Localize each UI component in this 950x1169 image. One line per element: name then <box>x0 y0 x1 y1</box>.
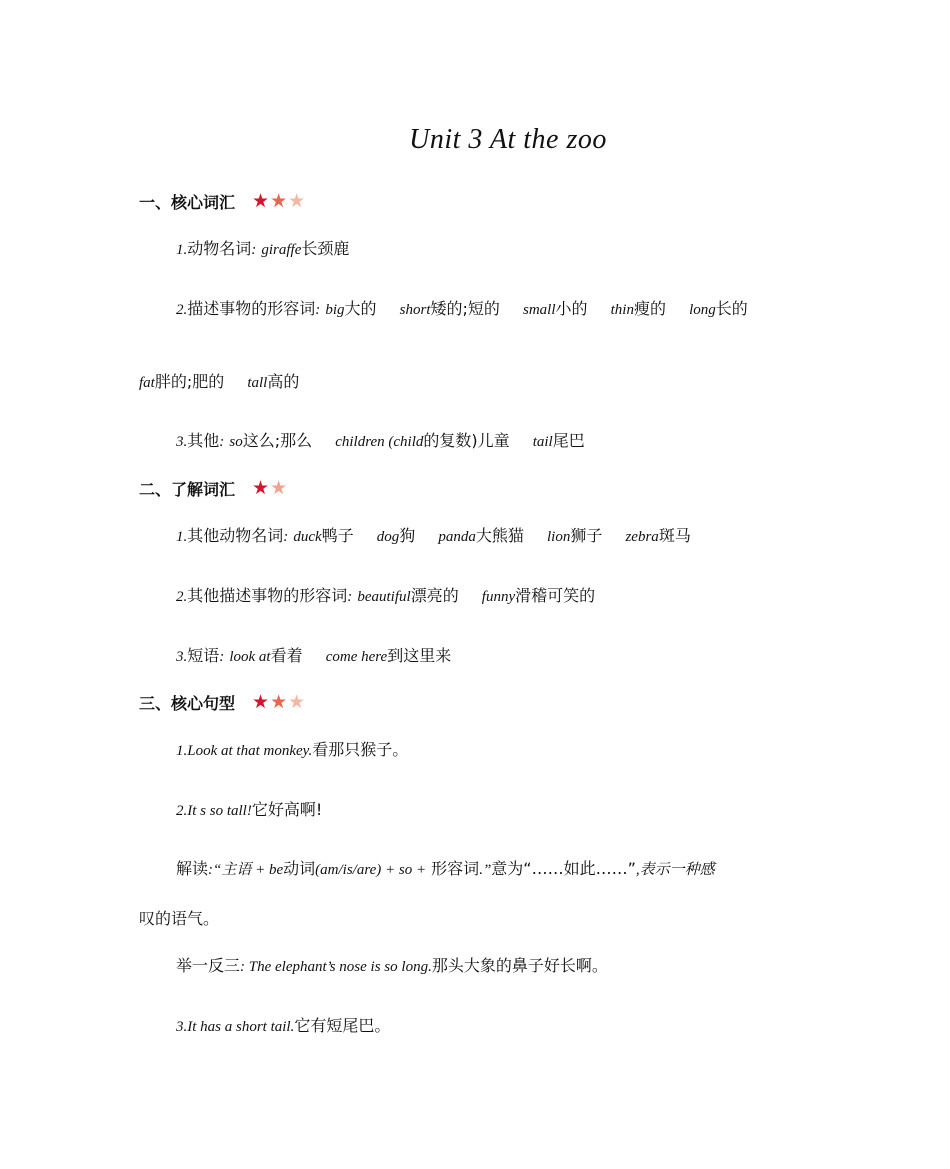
star-half-icon: ★ <box>288 691 306 713</box>
star-half-icon: ★ <box>270 477 288 499</box>
example-line: 举一反三: The elephant’s nose is so long.那头大象的鼻子好长啊。 <box>176 956 608 975</box>
vocab-line: 2.其他描述事物的形容词: beautiful漂亮的 funny滑稽可笑的 <box>176 586 596 605</box>
explanation-line: 解读:“主语 + be动词(am/is/are) + so + 形容词.”意为“……如此……”,表示一种感 <box>176 859 715 878</box>
vocab-line: 1.其他动物名词: duck鸭子 dog狗 panda大熊猫 lion狮子 zebra斑马 <box>176 526 691 545</box>
rating-stars <box>252 693 305 712</box>
sentence-line: 1.Look at that monkey.看那只猴子。 <box>176 740 409 759</box>
rating-stars <box>252 479 287 498</box>
star-icon: ★ <box>252 190 270 212</box>
sentence-line: 3.It has a short tail.它有短尾巴。 <box>176 1016 391 1035</box>
heading-text: 一、核心词汇 <box>139 193 236 212</box>
vocab-line-continued: fat胖的;肥的 tall高的 <box>139 372 300 391</box>
vocab-line: 3.其他: so这么;那么 children (child的复数)儿童 tail尾巴 <box>176 431 585 450</box>
heading-text: 三、核心句型 <box>139 694 236 713</box>
heading-text: 二、了解词汇 <box>139 480 236 499</box>
section-heading-core-sentences <box>139 691 305 714</box>
sentence-line: 2.It s so tall!它好高啊! <box>176 800 323 819</box>
star-icon: ★ <box>270 190 288 212</box>
page-title: Unit 3 At the zoo <box>409 124 607 155</box>
star-icon: ★ <box>252 477 270 499</box>
section-heading-understand-vocabulary <box>139 477 287 500</box>
star-icon: ★ <box>252 691 270 713</box>
explanation-line-continued: 叹的语气。 <box>139 909 220 928</box>
rating-stars <box>252 192 305 211</box>
vocab-line: 1.动物名词: giraffe长颈鹿 <box>176 239 350 258</box>
vocab-line: 3.短语: look at看着 come here到这里来 <box>176 646 452 665</box>
vocab-line: 2.描述事物的形容词: big大的 short矮的;短的 small小的 thin瘦的 long长的 <box>176 299 748 318</box>
section-heading-core-vocabulary <box>139 190 305 213</box>
star-icon: ★ <box>270 691 288 713</box>
star-half-icon: ★ <box>288 190 306 212</box>
